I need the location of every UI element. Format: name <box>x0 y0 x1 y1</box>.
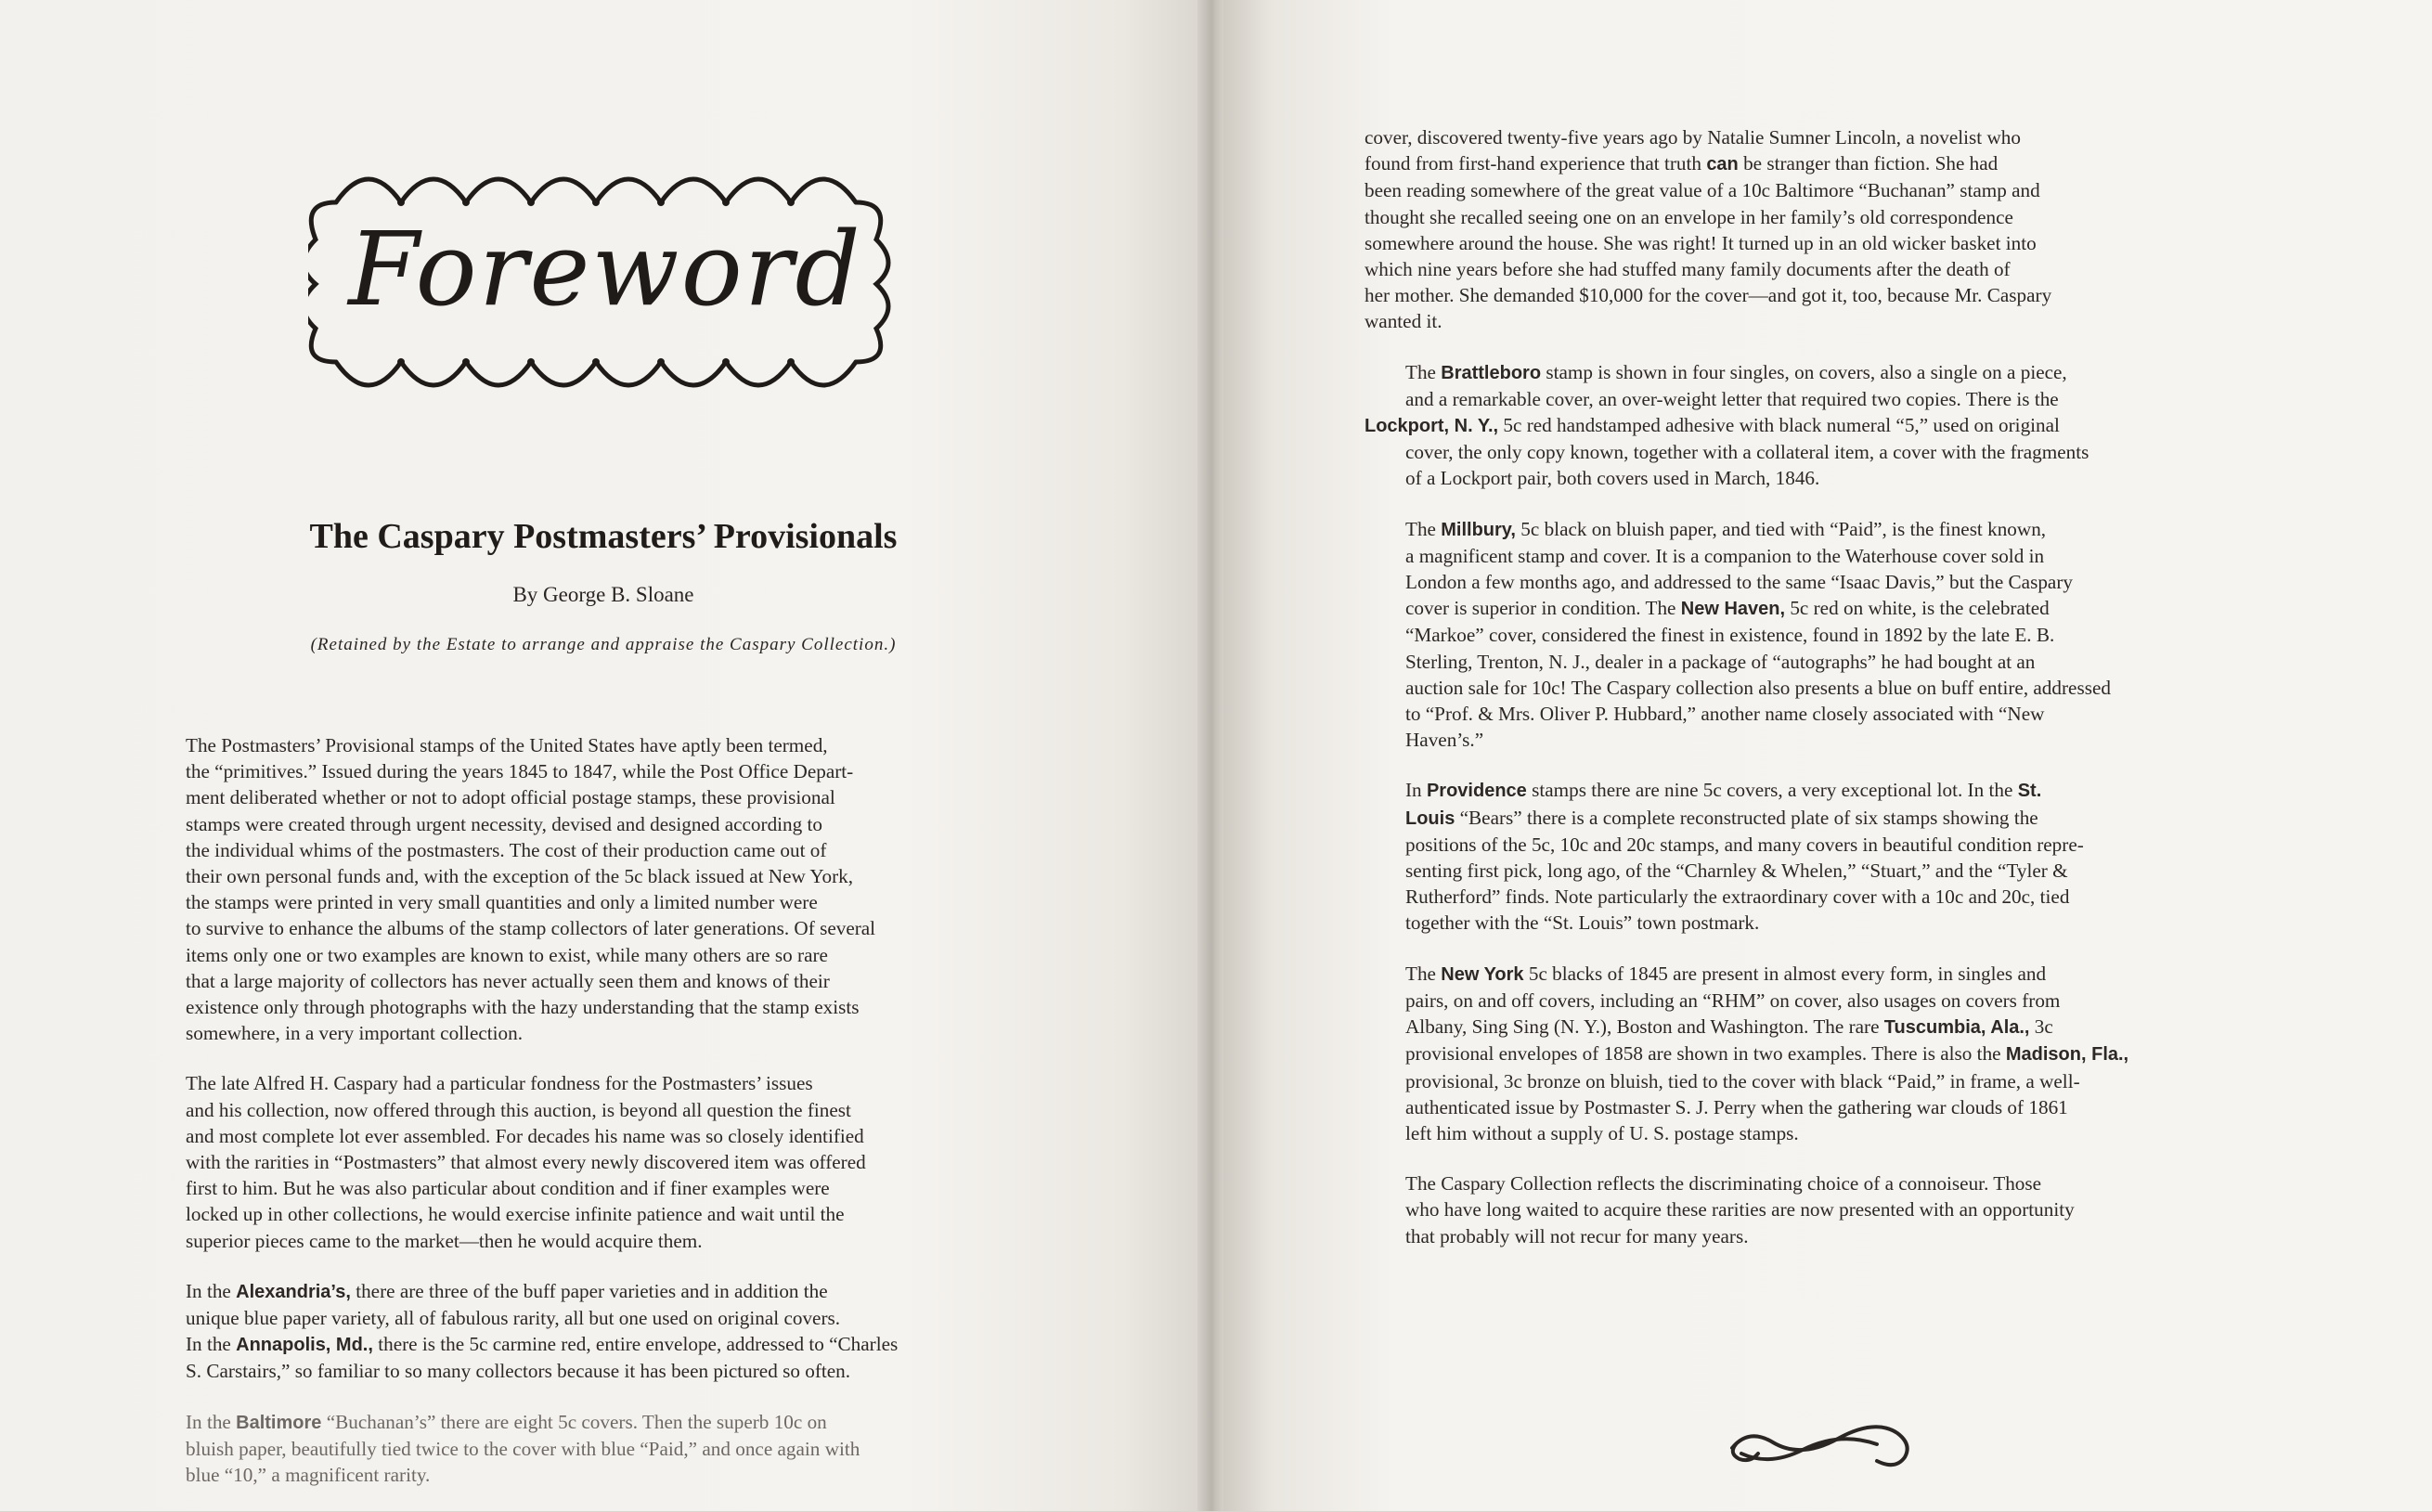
paragraph-caspary-fondness <box>145 1070 1077 1253</box>
text-line: somewhere, in a very important collection. <box>186 1022 524 1045</box>
foreword-cartouche <box>308 156 902 407</box>
text-line: “Markoe” cover, considered the finest in existence, found in 1892 by the late E. B. <box>1405 624 2055 647</box>
text-line: to “Prof. & Mrs. Oliver P. Hubbard,” another name closely associated with “New <box>1405 703 2045 726</box>
paragraph-brattleboro <box>1365 359 2298 492</box>
text-line: unique blue paper variety, all of fabulous rarity, all but one used on original covers. <box>186 1307 841 1330</box>
paragraph-new-york <box>1365 961 2298 1146</box>
paragraph-primitives <box>145 732 1077 1046</box>
text-line: In the Annapolis, Md., there is the 5c carmine red, entire envelope, addressed to “Charles <box>186 1333 899 1356</box>
text-line: the individual whims of the postmasters. The cost of their production came out of <box>186 838 827 861</box>
text-line: of a Lockport pair, both covers used in March, 1846. <box>1405 467 1820 490</box>
paragraph-baltimore <box>145 1409 1077 1489</box>
text-line: In the Alexandria’s, there are three of the buff paper varieties and in addition the <box>186 1279 828 1302</box>
text-line: their own personal funds and, with the exception of the 5c black issued at New York, <box>186 865 854 888</box>
paragraph-millbury <box>1365 516 2298 754</box>
text-line: London a few months ago, and addressed to the same “Isaac Davis,” but the Caspary <box>1405 571 2073 594</box>
text-line: items only one or two examples are known to exist, while many others are so rare <box>186 943 828 966</box>
text-line: Rutherford” finds. Note particularly the extraordinary cover with a 10c and 20c, tied <box>1405 885 2070 909</box>
author-note: (Retained by the Estate to arrange and appraise the Caspary Collection.) <box>310 635 897 654</box>
text-line: which nine years before she had stuffed many family documents after the death of <box>1365 258 2011 281</box>
right-column <box>1365 124 2298 1273</box>
text-line: ment deliberated whether or not to adopt official postage stamps, these provisional <box>186 786 835 809</box>
text-line: somewhere around the house. She was right! It turned up in an old wicker basket into <box>1365 231 2037 254</box>
text-line: together with the “St. Louis” town postmark. <box>1405 911 1760 935</box>
text-line: In the Baltimore “Buchanan’s” there are eight 5c covers. Then the superb 10c on <box>186 1410 827 1433</box>
text-line: Louis “Bears” there is a complete reconstructed plate of six stamps showing the <box>1405 806 2038 829</box>
text-line: locked up in other collections, he would exercise infinite patience and wait until the <box>186 1203 845 1226</box>
text-line: S. Carstairs,” so familiar to so many collectors because it has been pictured so often. <box>186 1360 851 1383</box>
left-page <box>0 0 1207 1511</box>
text-line: The Caspary Collection reflects the discriminating choice of a connoiseur. Those <box>1405 1172 2042 1195</box>
text-line: bluish paper, beautifully tied twice to the cover with blue “Paid,” and once again with <box>186 1437 860 1460</box>
text-line: cover is superior in condition. The New Haven, 5c red on white, is the celebrated <box>1405 597 2050 620</box>
text-line: wanted it. <box>1365 310 1442 333</box>
text-line: provisional, 3c bronze on bluish, tied to the cover with black “Paid,” in frame, a well- <box>1405 1069 2080 1092</box>
text-line: The Brattleboro stamp is shown in four singles, on covers, also a single on a piece, <box>1405 360 2067 383</box>
text-line: to survive to enhance the albums of the stamp collectors of later generations. Of several <box>186 917 876 940</box>
text-line: thought she recalled seeing one on an envelope in her family’s old correspondence <box>1365 205 2013 228</box>
text-line: first to him. But he was also particular about condition and if finer examples were <box>186 1177 830 1200</box>
text-line: the stamps were printed in very small quantities and only a limited number were <box>186 891 818 914</box>
left-column <box>145 732 1077 1512</box>
text-line: The Postmasters’ Provisional stamps of the United States have aptly been termed, <box>186 734 828 756</box>
text-line: Lockport, N. Y., 5c red handstamped adhesive with black numeral “5,” used on original <box>1365 414 2060 437</box>
text-line: blue “10,” a magnificent rarity. <box>186 1464 431 1487</box>
text-line: stamps were created through urgent necessity, devised and designed according to <box>186 812 823 835</box>
text-line: and a remarkable cover, an over-weight letter that required two copies. There is the <box>1405 387 2059 410</box>
text-line: In Providence stamps there are nine 5c covers, a very exceptional lot. In the St. <box>1405 779 2042 802</box>
text-line: provisional envelopes of 1858 are shown in two examples. There is also the Madison, Fla., <box>1405 1042 2129 1066</box>
text-line: left him without a supply of U. S. postage stamps. <box>1405 1121 1799 1144</box>
text-line: been reading somewhere of the great value of a 10c Baltimore “Buchanan” stamp and <box>1365 179 2040 202</box>
paragraph-conclusion <box>1365 1170 2298 1249</box>
text-line: Haven’s.” <box>1405 729 1484 752</box>
text-line: The New York 5c blacks of 1845 are present in almost every form, in singles and <box>1405 962 2047 985</box>
paragraph-lincoln-cover <box>1365 124 2298 335</box>
text-line: positions of the 5c, 10c and 20c stamps, and many covers in beautiful condition repre- <box>1405 833 2084 856</box>
text-line: and most complete lot ever assembled. For decades his name was so closely identified <box>186 1124 864 1147</box>
paragraph-alexandria <box>145 1278 1077 1385</box>
text-line: auction sale for 10c! The Caspary collection also presents a blue on buff entire, addressed <box>1405 676 2111 699</box>
text-line: authenticated issue by Postmaster S. J. Perry when the gathering war clouds of 1861 <box>1405 1095 2068 1118</box>
text-line: cover, discovered twenty-five years ago by Natalie Sumner Lincoln, a novelist who <box>1365 126 2021 149</box>
article-title: The Caspary Postmasters’ Provisionals <box>309 517 898 556</box>
text-line: found from first-hand experience that truth can be stranger than fiction. She had <box>1365 152 1999 175</box>
author-byline: By George B. Sloane <box>512 583 694 606</box>
text-line: a magnificent stamp and cover. It is a companion to the Waterhouse cover sold in <box>1405 544 2045 567</box>
foreword-heading: Foreword <box>348 210 862 329</box>
text-line: cover, the only copy known, together with a collateral item, a cover with the fragments <box>1405 441 2089 464</box>
text-line: The late Alfred H. Caspary had a particular fondness for the Postmasters’ issues <box>186 1072 813 1095</box>
text-line: pairs, on and off covers, including an “RHM” on cover, also usages on covers from <box>1405 989 2061 1012</box>
text-line: that a large majority of collectors has never actually seen them and knows of their <box>186 969 830 992</box>
flourish-ornament-icon <box>1723 1416 1918 1474</box>
text-line: with the rarities in “Postmasters” that almost every newly discovered item was offered <box>186 1151 866 1174</box>
text-line: existence only through photographs with the hazy understanding that the stamp exists <box>186 996 860 1019</box>
paragraph-providence <box>1365 777 2298 936</box>
text-line: who have long waited to acquire these rarities are now presented with an opportunity <box>1405 1198 2075 1221</box>
text-line: the “primitives.” Issued during the years 1845 to 1847, while the Post Office Depart- <box>186 760 854 783</box>
text-line: Sterling, Trenton, N. J., dealer in a package of “autographs” he had bought at an <box>1405 650 2036 673</box>
text-line: her mother. She demanded $10,000 for the cover—and got it, too, because Mr. Caspary <box>1365 284 2052 307</box>
text-line: that probably will not recur for many years. <box>1405 1224 1749 1247</box>
text-line: superior pieces came to the market—then he would acquire them. <box>186 1229 703 1252</box>
text-line: senting first pick, long ago, of the “Charnley & Whelen,” “Stuart,” and the “Tyler & <box>1405 859 2068 883</box>
text-line: and his collection, now offered through this auction, is beyond all question the finest <box>186 1098 851 1121</box>
text-line: Albany, Sing Sing (N. Y.), Boston and Washington. The rare Tuscumbia, Ala., 3c <box>1405 1015 2053 1039</box>
text-line: The Millbury, 5c black on bluish paper, and tied with “Paid”, is the finest known, <box>1405 517 2047 540</box>
